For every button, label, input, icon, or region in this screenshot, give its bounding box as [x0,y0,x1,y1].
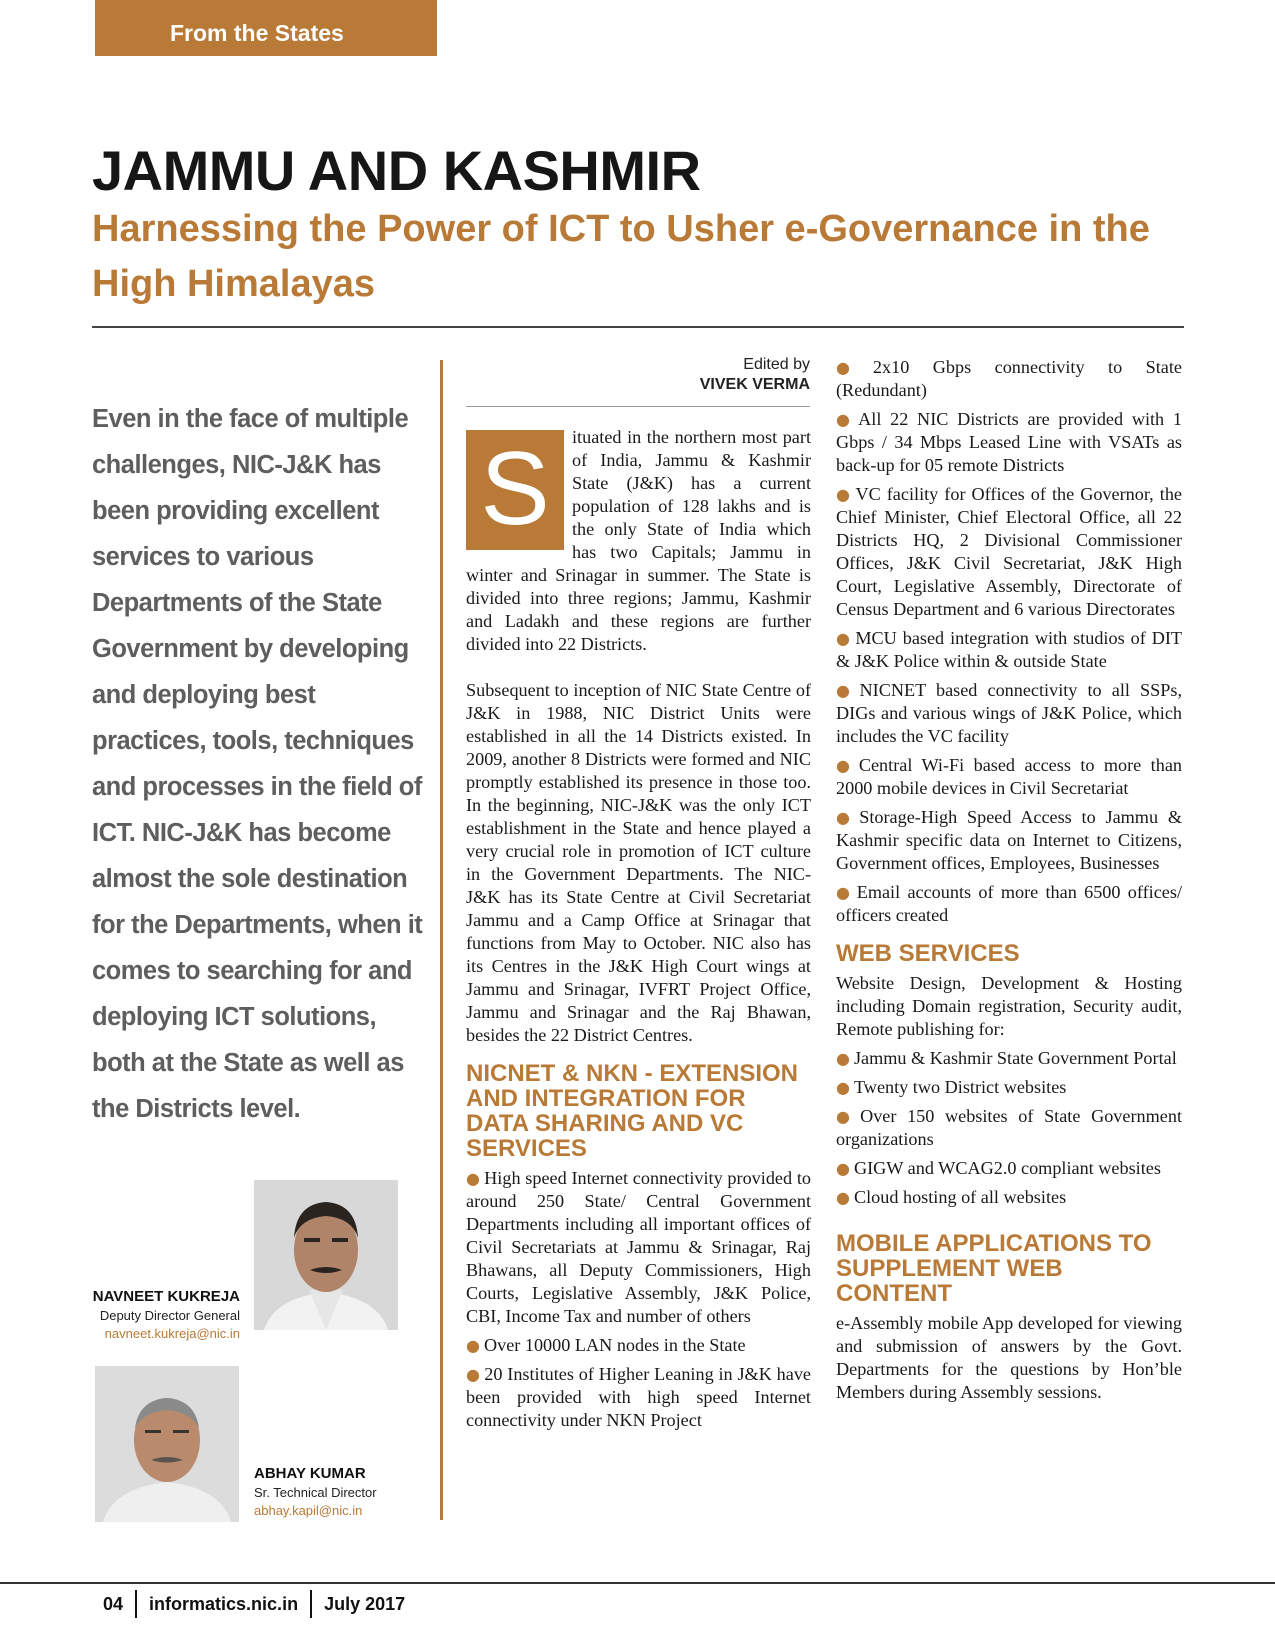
bullet-icon: ● [836,410,855,429]
mobile-paragraph: e-Assembly mobile App developed for viewing and submission of answers by the Govt. Departments for the questions by Hon’ble Members during Assembly sessions. [836,1313,1182,1402]
bullet-icon: ● [836,1188,850,1207]
list-item: ● Over 150 websites of State Government organizations [836,1106,1182,1149]
bullet-icon: ● [466,1336,480,1355]
list-item: ● Cloud hosting of all websites [836,1187,1067,1207]
author-card-abhay [254,1465,377,1518]
section-heading-mobile: MOBILE APPLICATIONS TO SUPPLEMENT WEB CONTENT [836,1230,1152,1307]
bullet-icon: ● [836,1078,850,1097]
bullet-icon: ● [836,1049,850,1068]
author-role: Deputy Director General [99,1308,240,1323]
list-item: ● Central Wi-Fi based access to more than 2000 mobile devices in Civil Secretariat [836,755,1182,798]
list-item: ● GIGW and WCAG2.0 compliant websites [836,1158,1161,1178]
editor-divider [466,406,810,407]
bullet-icon: ● [836,681,856,700]
body-column-3 [836,356,1182,1404]
list-item: ● Jammu & Kashmir State Government Portal [836,1048,1177,1068]
footer-divider [0,1582,1275,1584]
article-title: JAMMU AND KASHMIR [92,139,701,202]
list-item: ● 2x10 Gbps connectivity to State (Redundant) [836,357,1183,400]
author-email[interactable]: navneet.kukreja@nic.in [104,1326,240,1341]
page-number: 04 [103,1593,124,1614]
bullet-icon: ● [836,358,869,377]
list-item: ● 20 Institutes of Higher Leaning in J&K have been provided with high speed Internet connectivity under NKN Project [466,1364,811,1430]
bullet-icon: ● [836,1107,857,1126]
intro-paragraph: S ituated in the northern most part of India, Jammu & Kashmir State (J&K) has a current population of 128 lakhs and is the only State of India which has two Capitals; Jammu in winter and Srinagar in summer. The State is divided into three regions; Jammu, Kashmir and Ladakh and these regions are further divided into 22 Districts. [466,427,811,654]
bullet-icon: ● [836,808,856,827]
editor-name: VIVEK VERMA [699,376,810,393]
footer-date: July 2017 [324,1593,406,1614]
author-role: Sr. Technical Director [254,1485,377,1500]
list-item: ● Email accounts of more than 6500 offices/ officers created [836,882,1182,925]
list-item: ● Twenty two District websites [836,1077,1067,1097]
section-heading-nicnet: NICNET & NKN - EXTENSION AND INTEGRATION FOR DATA SHARING AND VC SERVICES [466,1060,799,1162]
author-name: NAVNEET KUKREJA [92,1288,240,1305]
title-divider [92,326,1184,328]
page-footer [103,1590,405,1618]
bullet-icon: ● [466,1169,481,1188]
bullet-icon: ● [466,1365,481,1384]
footer-site[interactable]: informatics.nic.in [149,1593,299,1614]
author-name: ABHAY KUMAR [254,1465,366,1482]
bullet-icon: ● [836,883,853,902]
bullet-icon: ● [836,485,852,504]
list-item: ● Over 10000 LAN nodes in the State [466,1335,746,1355]
list-item: ● All 22 NIC Districts are provided with 1 Gbps / 34 Mbps Leased Line with VSATs as back-up for 05 remote Districts [836,409,1182,475]
body-column-2 [466,426,811,1432]
column-divider [440,360,443,1520]
author-email[interactable]: abhay.kapil@nic.in [254,1503,363,1518]
footer-separator [135,1590,137,1618]
list-item: ● Storage-High Speed Access to Jammu & Kashmir specific data on Internet to Citizens, Government offices, Employees, Businesses [836,807,1182,873]
editor-credit [466,356,810,394]
bullet-icon: ● [836,629,852,648]
author-photo-navneet [254,1180,398,1330]
web-intro: Website Design, Development & Hosting including Domain registration, Security audit, Remote publishing for: [836,973,1182,1039]
list-item: ● MCU based integration with studios of DIT & J&K Police within & outside State [836,628,1182,671]
list-item: ● NICNET based connectivity to all SSPs, DIGs and various wings of J&K Police, which includes the VC facility [836,680,1183,746]
section-tab: From the States [95,0,437,56]
author-photo-abhay [95,1366,239,1522]
bullet-icon: ● [836,1159,850,1178]
list-item: ● VC facility for Offices of the Governor, the Chief Minister, Chief Electoral Office, all 22 Districts HQ, 2 Divisional Commissioner Offices, J&K Civil Secretariat, J&K High Court, Legislative Assembly, Directorate of Census Department and 6 various Directorates [836,484,1182,619]
history-paragraph: Subsequent to inception of NIC State Centre of J&K in 1988, NIC District Units were established in all the 14 Districts existed. In 2009, another 8 Districts were formed and NIC promptly established its presence in those too. In the beginning, NIC-J&K was the only ICT establishment in the State and hence played a very crucial role in promotion of ICT culture in the Government Departments. The NIC-J&K has its State Centre at Civil Secretariat Jammu and a Camp Office at Srinagar that functions from May to October. NIC also has its Centres in the J&K High Court wings at Jammu and Srinagar, IVFRT Project Office, Jammu and Srinagar and the Raj Bhawan, besides the 22 District Centres. [466,680,811,1045]
list-item: ● High speed Internet connectivity provided to around 250 State/ Central Government Departments including all important offices of Civil Secretariats at Jammu & Srinagar, Raj Bhawans, all Deputy Commissioners, High Courts, Legislative Assembly, J&K Police, CBI, Income Tax and number of others [466,1168,811,1326]
author-card-navneet [93,1288,240,1341]
footer-separator [310,1590,312,1618]
bullet-icon: ● [836,756,855,775]
article-subtitle: Harnessing the Power of ICT to Usher e-Governance in the High Himalayas [92,208,1150,305]
section-heading-web: WEB SERVICES [836,940,1020,967]
pull-quote: Even in the face of multiple challenges, NIC-J&K has been providing excellent services to various Departments of the State Government by developing and deploying best practices, tools, techniques and processes in the field of ICT. NIC-J&K has become almost the sole destination for the Departments, when it comes to searching for and deploying ICT solutions, both at the State as well as the Districts level. [92,405,423,1123]
drop-cap: S [466,430,564,550]
editor-label: Edited by [743,356,810,373]
